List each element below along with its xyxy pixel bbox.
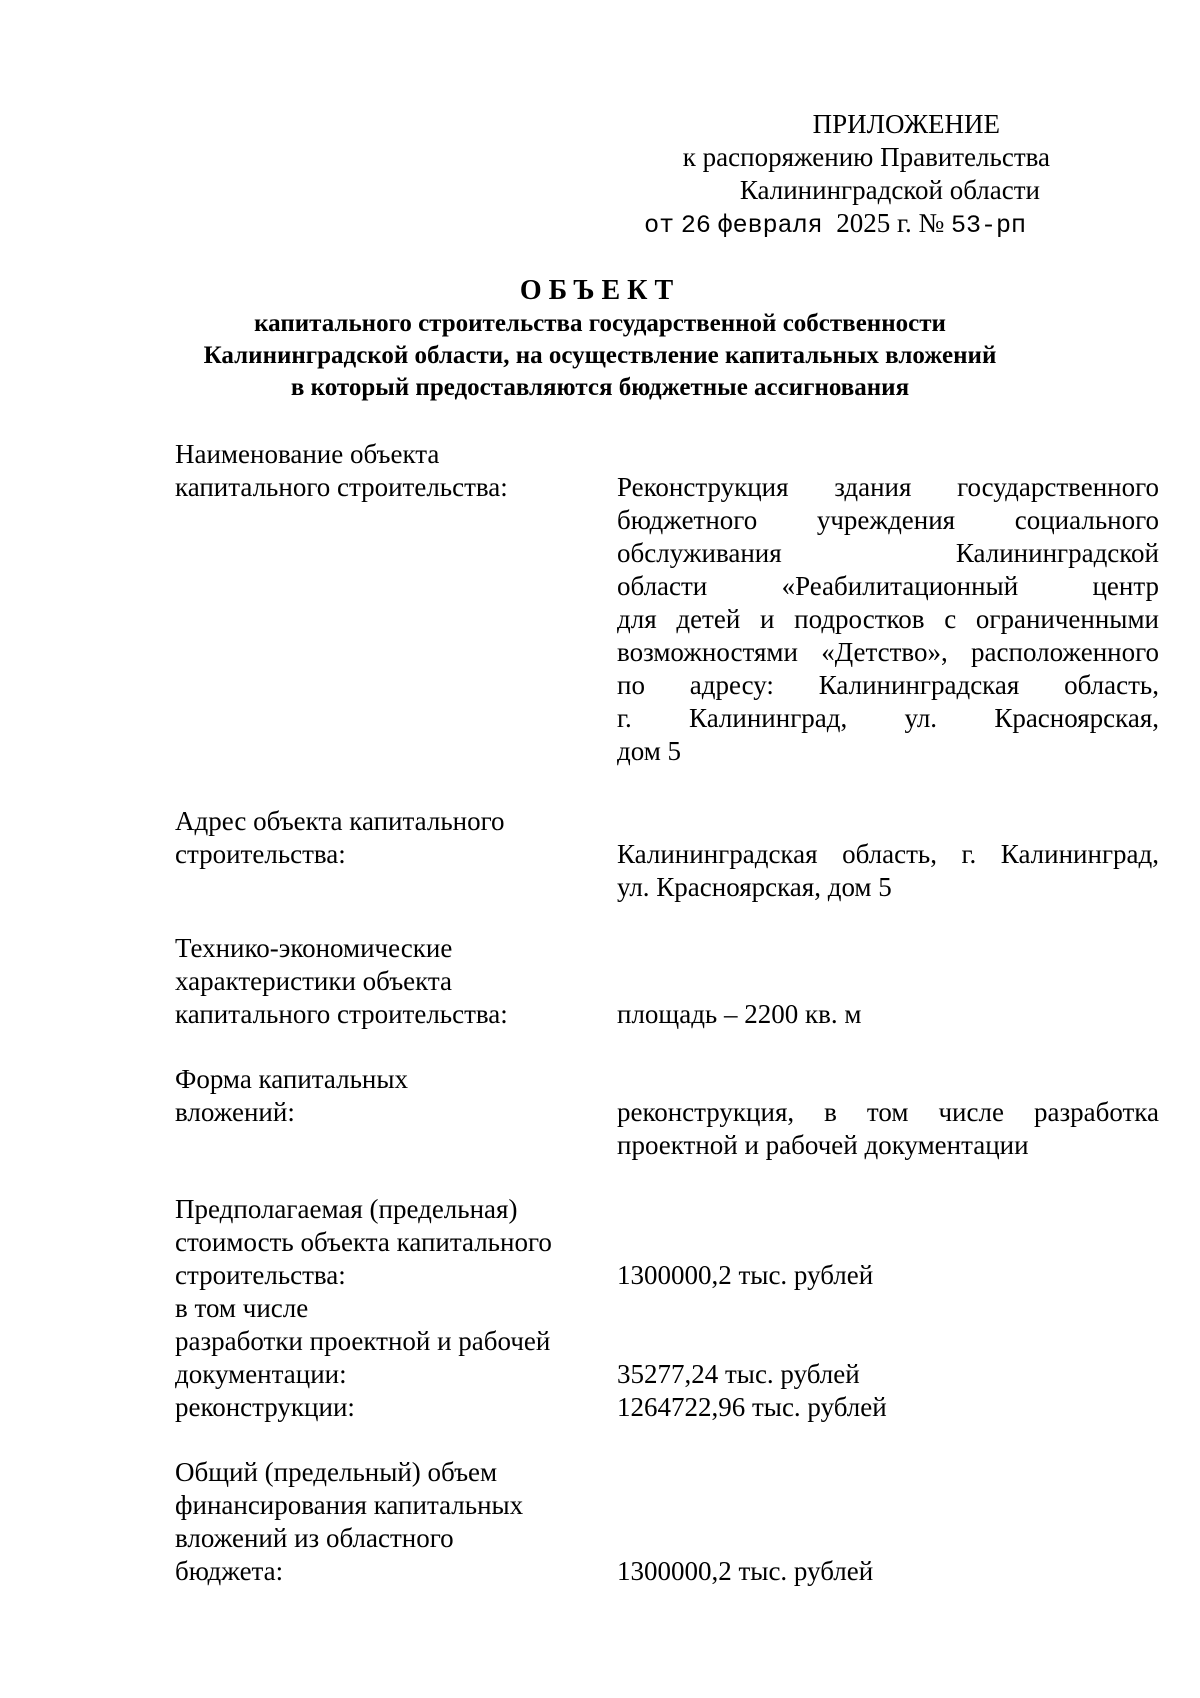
design-docs-cost	[617, 1358, 1159, 1391]
value-line: г. Калининград, ул. Красноярская,	[617, 703, 1159, 733]
label-line: реконструкции:	[175, 1392, 355, 1422]
specs-value	[617, 998, 1159, 1031]
annex-title: ПРИЛОЖЕНИЕ	[812, 109, 1000, 139]
value-line: Калининградская область, г. Калининград,	[617, 839, 1159, 869]
value-line: реконструкция, в том числе разработка	[617, 1097, 1159, 1127]
annex-decree-line: к распоряжению Правительства	[682, 142, 1050, 172]
label-line: вложений:	[175, 1097, 295, 1127]
value-line: ул. Красноярская, дом 5	[617, 872, 892, 902]
value-line: 1264722,96 тыс. рублей	[617, 1392, 887, 1422]
label-line: стоимость объекта капитального	[175, 1227, 552, 1257]
field-label	[175, 805, 595, 871]
label-line: характеристики объекта	[175, 966, 453, 996]
reconstruction-cost	[617, 1391, 1159, 1424]
label-line: Форма капитальных	[175, 1064, 409, 1094]
title-heading: ОБЪЕКТ	[519, 275, 681, 306]
annex-header	[530, 108, 1050, 242]
label-line: Общий (предельный) объем	[175, 1457, 498, 1487]
value-line: 1300000,2 тыс. рублей	[617, 1260, 874, 1290]
field-label	[175, 932, 595, 1031]
annex-date-line	[530, 207, 1050, 242]
label-line: Предполагаемая (предельная)	[175, 1194, 518, 1224]
value-line: области «Реабилитационный центр	[617, 571, 1159, 601]
value-line: по адресу: Калининградская область,	[617, 670, 1159, 700]
value-line: возможностями «Детство», расположенного	[617, 637, 1159, 667]
value-line: 35277,24 тыс. рублей	[617, 1359, 860, 1389]
title-line-3: в который предоставляются бюджетные ассигнования	[290, 374, 910, 401]
value-line: Реконструкция здания государственного	[617, 472, 1159, 502]
number-sign: №	[918, 208, 945, 238]
value-line: бюджетного учреждения социального	[617, 505, 1159, 535]
field-label	[175, 1456, 595, 1588]
title-line-2: Калининградской области, на осуществление капитальных вложений	[203, 342, 997, 369]
field-label	[175, 1063, 595, 1129]
value-line: проектной и рабочей документации	[617, 1130, 1029, 1160]
date-month: февраля	[717, 211, 823, 240]
title-line-1: капитального строительства государственной собственности	[254, 310, 946, 337]
label-line: вложений из областного	[175, 1523, 454, 1553]
value-line: площадь – 2200 кв. м	[617, 999, 862, 1029]
funding-value	[617, 1555, 1159, 1588]
label-line: капитального строительства:	[175, 999, 508, 1029]
object-address-value	[617, 838, 1159, 904]
document-title	[100, 274, 1100, 404]
value-line: для детей и подростков с ограниченными	[617, 604, 1159, 634]
date-prefix: от	[644, 211, 675, 240]
date-day: 26	[680, 211, 711, 240]
label-line: Технико-экономические	[175, 933, 453, 963]
object-name-value	[617, 471, 1159, 768]
value-line: дом 5	[617, 736, 682, 766]
field-label	[175, 1193, 595, 1424]
label-line: капитального строительства:	[175, 472, 508, 502]
investment-form-value	[617, 1096, 1159, 1162]
label-line: Адрес объекта капитального	[175, 806, 505, 836]
label-line: в том числе	[175, 1293, 309, 1323]
label-line: бюджета:	[175, 1556, 284, 1586]
label-line: Наименование объекта	[175, 439, 440, 469]
label-line: строительства:	[175, 839, 346, 869]
label-line: финансирования капитальных	[175, 1490, 524, 1520]
date-year: 2025 г.	[836, 208, 912, 238]
decree-number: 53-рп	[950, 211, 1026, 240]
annex-region-line: Калининградской области	[739, 175, 1040, 205]
value-line: 1300000,2 тыс. рублей	[617, 1556, 874, 1586]
label-line: документации:	[175, 1359, 347, 1389]
label-line: разработки проектной и рабочей	[175, 1326, 551, 1356]
field-label	[175, 438, 595, 504]
label-line: строительства:	[175, 1260, 346, 1290]
estimated-cost-total	[617, 1259, 1159, 1292]
value-line: обслуживания Калининградской	[617, 538, 1159, 568]
